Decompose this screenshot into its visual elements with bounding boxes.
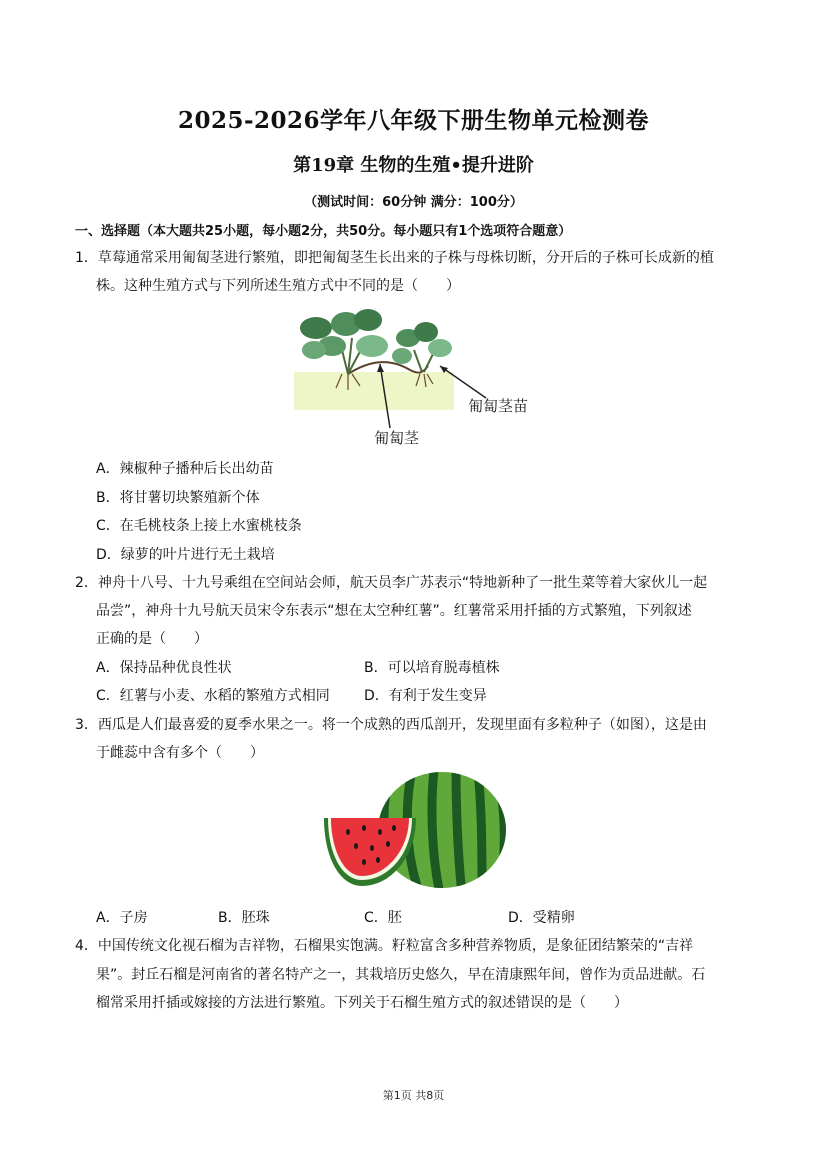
q1-option-b: B．将甘薯切块繁殖新个体 — [96, 490, 260, 506]
q4-stem-line2: 果”。封丘石榴是河南省的著名特产之一，其栽培历史悠久，早在清康熙年间，曾作为贡品进献。石 — [96, 967, 706, 983]
label-runner-stem: 匍匐茎 — [374, 429, 420, 447]
page-number: 第1页 共8页 — [382, 1089, 445, 1102]
section-heading: 一、选择题（本大题共25小题，每小题2分，共50分。每小题只有1个选项符合题意） — [75, 224, 572, 239]
q3-option-c: C．胚 — [364, 910, 402, 926]
q2-option-a: A．保持品种优良性状 — [96, 660, 232, 676]
q4-stem-line1: 4．中国传统文化视石榴为吉祥物，石榴果实饱满。籽粒富含多种营养物质，是象征团结繁荣的“吉祥 — [75, 938, 694, 954]
q1-option-a: A．辣椒种子播种后长出幼苗 — [96, 461, 274, 477]
q1-option-d: D．绿萝的叶片进行无土栽培 — [96, 547, 275, 563]
q2-option-c: C．红薯与小麦、水稻的繁殖方式相同 — [96, 688, 330, 704]
chapter-subtitle: 第19章 生物的生殖•提升进阶 — [293, 155, 534, 176]
q2-option-b: B．可以培育脱毒植株 — [364, 660, 500, 676]
q2-stem-line2: 品尝”，神舟十九号航天员宋令东表示“想在太空种红薯”。红薯常采用扦插的方式繁殖，下列叙述 — [96, 603, 692, 619]
q3-stem-line2: 于雌蕊中含有多个（ ） — [96, 745, 264, 761]
q3-option-d: D．受精卵 — [508, 910, 575, 926]
q1-stem-line1: 1．草莓通常采用匍匐茎进行繁殖，即把匍匐茎生长出来的子株与母株切断，分开后的子株可长成新的植 — [75, 250, 714, 266]
watermelon-figure — [320, 768, 510, 898]
strawberry-runner-figure — [290, 302, 550, 452]
q2-option-d: D．有利于发生变异 — [364, 688, 487, 704]
q1-stem-line2: 株。这种生殖方式与下列所述生殖方式中不同的是（ ） — [96, 278, 460, 294]
q3-option-b: B．胚珠 — [218, 910, 270, 926]
label-runner-seedling: 匍匐茎苗 — [468, 397, 529, 415]
q3-option-a: A．子房 — [96, 910, 148, 926]
watermelon-slice — [324, 818, 416, 886]
q1-option-c: C．在毛桃枝条上接上水蜜桃枝条 — [96, 518, 302, 534]
soil-band — [294, 372, 454, 410]
q3-stem-line1: 3．西瓜是人们最喜爱的夏季水果之一。将一个成熟的西瓜剖开，发现里面有多粒种子（如图），这是由 — [75, 717, 707, 733]
test-info: （测试时间：60分钟 满分：100分） — [304, 195, 523, 210]
q2-stem-line1: 2．神舟十八号、十九号乘组在空间站会师，航天员李广苏表示“特地新种了一批生菜等着大家伙儿一起 — [75, 575, 708, 591]
q2-stem-line3: 正确的是（ ） — [96, 631, 208, 647]
q4-stem-line3: 榴常采用扦插或嫁接的方法进行繁殖。下列关于石榴生殖方式的叙述错误的是（ ） — [96, 995, 628, 1011]
page-title: 2025-2026学年八年级下册生物单元检测卷 — [177, 107, 650, 134]
